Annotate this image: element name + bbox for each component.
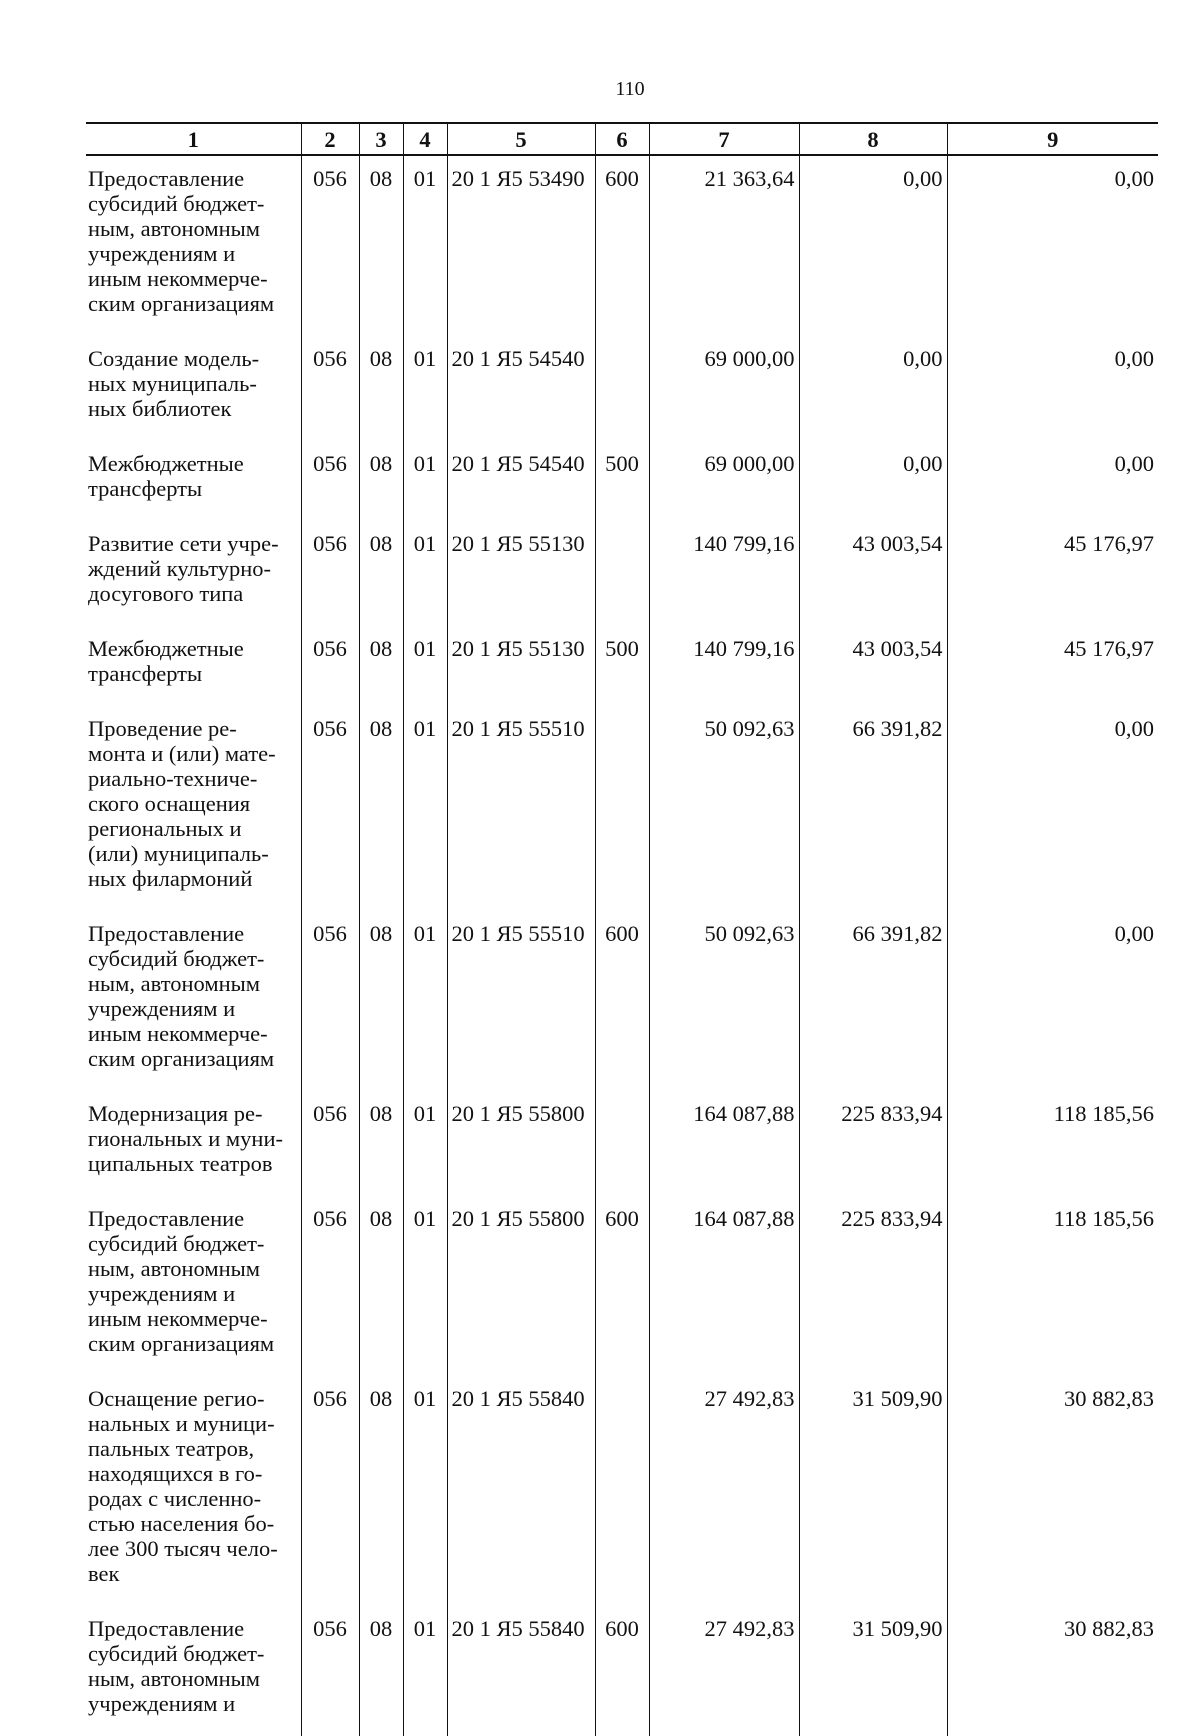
budget-table xyxy=(86,122,1158,1736)
table-row xyxy=(86,911,1158,1091)
name-line: ных муниципаль- xyxy=(88,371,257,396)
cell-amount-col8: 225 833,94 xyxy=(799,1091,947,1196)
cell-subsection: 01 xyxy=(403,706,447,911)
cell-section: 08 xyxy=(359,626,403,706)
col-header: 9 xyxy=(947,123,1158,155)
cell-amount-col9: 0,00 xyxy=(947,336,1158,441)
name-line: субсидий бюджет- xyxy=(88,946,265,971)
cell-name xyxy=(86,626,301,706)
name-line: Предоставление xyxy=(88,1206,245,1231)
col-header: 5 xyxy=(447,123,595,155)
name-line: Предоставление xyxy=(88,166,245,191)
name-line: ским организациям xyxy=(88,291,275,316)
table-row xyxy=(86,1376,1158,1606)
col-header: 7 xyxy=(649,123,799,155)
cell-amount-col8: 0,00 xyxy=(799,336,947,441)
cell-amount-col8: 0,00 xyxy=(799,441,947,521)
name-line: учреждениям и xyxy=(88,241,236,266)
cell-expense-type: 600 xyxy=(595,155,649,336)
cell-name xyxy=(86,155,301,336)
table-body xyxy=(86,155,1158,1736)
cell-amount-col9: 0,00 xyxy=(947,441,1158,521)
table-row xyxy=(86,1196,1158,1376)
name-line: трансферты xyxy=(88,661,203,686)
col-header: 2 xyxy=(301,123,359,155)
cell-section: 08 xyxy=(359,521,403,626)
cell-amount-col9: 30 882,83 xyxy=(947,1376,1158,1606)
cell-name xyxy=(86,336,301,441)
cell-target-article: 20 1 Я5 55130 xyxy=(447,626,595,706)
cell-amount-col7: 164 087,88 xyxy=(649,1196,799,1376)
cell-amount-col8: 225 833,94 xyxy=(799,1196,947,1376)
cell-subsection: 01 xyxy=(403,155,447,336)
name-line: Создание модель- xyxy=(88,346,260,371)
cell-expense-type: 600 xyxy=(595,1196,649,1376)
name-line: риально-техниче- xyxy=(88,766,258,791)
cell-amount-col9: 45 176,97 xyxy=(947,626,1158,706)
cell-target-article: 20 1 Я5 55840 xyxy=(447,1606,595,1736)
cell-target-article: 20 1 Я5 55510 xyxy=(447,911,595,1091)
name-line: субсидий бюджет- xyxy=(88,191,265,216)
cell-section: 08 xyxy=(359,1091,403,1196)
table-row xyxy=(86,626,1158,706)
name-line: досугового типа xyxy=(88,581,244,606)
cell-amount-col9: 118 185,56 xyxy=(947,1196,1158,1376)
name-line: лее 300 тысяч чело- xyxy=(88,1536,278,1561)
name-line: ных филармоний xyxy=(88,866,253,891)
table-row xyxy=(86,706,1158,911)
name-line: учреждениям и xyxy=(88,1691,236,1716)
table-row xyxy=(86,1091,1158,1196)
cell-expense-type: 600 xyxy=(595,1606,649,1736)
cell-code: 056 xyxy=(301,626,359,706)
cell-code: 056 xyxy=(301,1376,359,1606)
name-line: ципальных театров xyxy=(88,1151,273,1176)
cell-section: 08 xyxy=(359,336,403,441)
cell-subsection: 01 xyxy=(403,1196,447,1376)
cell-amount-col8: 31 509,90 xyxy=(799,1376,947,1606)
name-line: региональных и xyxy=(88,816,242,841)
col-header: 1 xyxy=(86,123,301,155)
cell-section: 08 xyxy=(359,911,403,1091)
name-line: пальных театров, xyxy=(88,1436,255,1461)
cell-amount-col9: 0,00 xyxy=(947,706,1158,911)
cell-amount-col7: 69 000,00 xyxy=(649,336,799,441)
cell-amount-col7: 27 492,83 xyxy=(649,1376,799,1606)
cell-amount-col7: 27 492,83 xyxy=(649,1606,799,1736)
name-line: родах с численно- xyxy=(88,1486,262,1511)
cell-subsection: 01 xyxy=(403,626,447,706)
name-line: ным, автономным xyxy=(88,216,260,241)
name-line: ским организациям xyxy=(88,1046,275,1071)
cell-subsection: 01 xyxy=(403,521,447,626)
name-line: нальных и муници- xyxy=(88,1411,275,1436)
cell-target-article: 20 1 Я5 54540 xyxy=(447,441,595,521)
name-line: век xyxy=(88,1561,120,1586)
name-line: гиональных и муни- xyxy=(88,1126,283,1151)
cell-name xyxy=(86,521,301,626)
name-line: Модернизация ре- xyxy=(88,1101,263,1126)
col-header: 3 xyxy=(359,123,403,155)
cell-section: 08 xyxy=(359,155,403,336)
cell-amount-col9: 45 176,97 xyxy=(947,521,1158,626)
table-row xyxy=(86,155,1158,336)
cell-name xyxy=(86,441,301,521)
name-line: находящихся в го- xyxy=(88,1461,263,1486)
cell-target-article: 20 1 Я5 55840 xyxy=(447,1376,595,1606)
name-line: трансферты xyxy=(88,476,203,501)
cell-subsection: 01 xyxy=(403,336,447,441)
cell-section: 08 xyxy=(359,706,403,911)
name-line: ным, автономным xyxy=(88,1666,260,1691)
name-line: монта и (или) мате- xyxy=(88,741,276,766)
cell-target-article: 20 1 Я5 55130 xyxy=(447,521,595,626)
cell-amount-col9: 0,00 xyxy=(947,155,1158,336)
name-line: субсидий бюджет- xyxy=(88,1641,265,1666)
cell-amount-col8: 43 003,54 xyxy=(799,626,947,706)
name-line: Предоставление xyxy=(88,921,245,946)
cell-name xyxy=(86,706,301,911)
name-line: стью населения бо- xyxy=(88,1511,275,1536)
cell-name xyxy=(86,1196,301,1376)
name-line: Оснащение регио- xyxy=(88,1386,265,1411)
cell-code: 056 xyxy=(301,1091,359,1196)
name-line: учреждениям и xyxy=(88,996,236,1021)
name-line: Межбюджетные xyxy=(88,636,244,661)
cell-name xyxy=(86,911,301,1091)
cell-expense-type xyxy=(595,1376,649,1606)
cell-expense-type xyxy=(595,1091,649,1196)
cell-name xyxy=(86,1091,301,1196)
cell-name xyxy=(86,1376,301,1606)
cell-target-article: 20 1 Я5 55800 xyxy=(447,1196,595,1376)
name-line: ским организациям xyxy=(88,1331,275,1356)
cell-amount-col7: 164 087,88 xyxy=(649,1091,799,1196)
name-line: Проведение ре- xyxy=(88,716,237,741)
cell-code: 056 xyxy=(301,706,359,911)
name-line: Межбюджетные xyxy=(88,451,244,476)
cell-code: 056 xyxy=(301,521,359,626)
name-line: иным некоммерче- xyxy=(88,1021,268,1046)
col-header: 6 xyxy=(595,123,649,155)
cell-amount-col7: 21 363,64 xyxy=(649,155,799,336)
cell-expense-type: 500 xyxy=(595,441,649,521)
cell-amount-col9: 118 185,56 xyxy=(947,1091,1158,1196)
cell-amount-col7: 140 799,16 xyxy=(649,626,799,706)
cell-code: 056 xyxy=(301,911,359,1091)
cell-code: 056 xyxy=(301,1196,359,1376)
cell-target-article: 20 1 Я5 53490 xyxy=(447,155,595,336)
cell-code: 056 xyxy=(301,336,359,441)
name-line: иным некоммерче- xyxy=(88,1306,268,1331)
cell-amount-col7: 50 092,63 xyxy=(649,911,799,1091)
table-row xyxy=(86,336,1158,441)
cell-amount-col8: 43 003,54 xyxy=(799,521,947,626)
col-header: 8 xyxy=(799,123,947,155)
name-line: Предоставление xyxy=(88,1616,245,1641)
cell-expense-type xyxy=(595,336,649,441)
cell-subsection: 01 xyxy=(403,1091,447,1196)
table-row xyxy=(86,441,1158,521)
cell-code: 056 xyxy=(301,1606,359,1736)
cell-section: 08 xyxy=(359,1376,403,1606)
name-line: ным, автономным xyxy=(88,1256,260,1281)
cell-subsection: 01 xyxy=(403,1376,447,1606)
cell-expense-type: 500 xyxy=(595,626,649,706)
name-line: (или) муниципаль- xyxy=(88,841,269,866)
cell-amount-col8: 0,00 xyxy=(799,155,947,336)
cell-subsection: 01 xyxy=(403,911,447,1091)
header-row xyxy=(86,123,1158,155)
name-line: Развитие сети учре- xyxy=(88,531,279,556)
name-line: ным, автономным xyxy=(88,971,260,996)
cell-subsection: 01 xyxy=(403,441,447,521)
cell-amount-col8: 66 391,82 xyxy=(799,911,947,1091)
table-row xyxy=(86,1606,1158,1736)
cell-amount-col7: 140 799,16 xyxy=(649,521,799,626)
cell-target-article: 20 1 Я5 55510 xyxy=(447,706,595,911)
cell-amount-col8: 66 391,82 xyxy=(799,706,947,911)
cell-target-article: 20 1 Я5 54540 xyxy=(447,336,595,441)
cell-name xyxy=(86,1606,301,1736)
cell-amount-col7: 50 092,63 xyxy=(649,706,799,911)
cell-target-article: 20 1 Я5 55800 xyxy=(447,1091,595,1196)
name-line: ных библиотек xyxy=(88,396,232,421)
cell-expense-type: 600 xyxy=(595,911,649,1091)
page-number: 110 xyxy=(615,78,645,100)
table-row xyxy=(86,521,1158,626)
cell-section: 08 xyxy=(359,1196,403,1376)
cell-amount-col7: 69 000,00 xyxy=(649,441,799,521)
cell-amount-col9: 30 882,83 xyxy=(947,1606,1158,1736)
name-line: учреждениям и xyxy=(88,1281,236,1306)
name-line: ждений культурно- xyxy=(88,556,272,581)
cell-section: 08 xyxy=(359,1606,403,1736)
cell-subsection: 01 xyxy=(403,1606,447,1736)
name-line: иным некоммерче- xyxy=(88,266,268,291)
name-line: ского оснащения xyxy=(88,791,251,816)
cell-amount-col9: 0,00 xyxy=(947,911,1158,1091)
cell-code: 056 xyxy=(301,441,359,521)
name-line: субсидий бюджет- xyxy=(88,1231,265,1256)
cell-expense-type xyxy=(595,706,649,911)
cell-expense-type xyxy=(595,521,649,626)
col-header: 4 xyxy=(403,123,447,155)
cell-code: 056 xyxy=(301,155,359,336)
cell-amount-col8: 31 509,90 xyxy=(799,1606,947,1736)
cell-section: 08 xyxy=(359,441,403,521)
